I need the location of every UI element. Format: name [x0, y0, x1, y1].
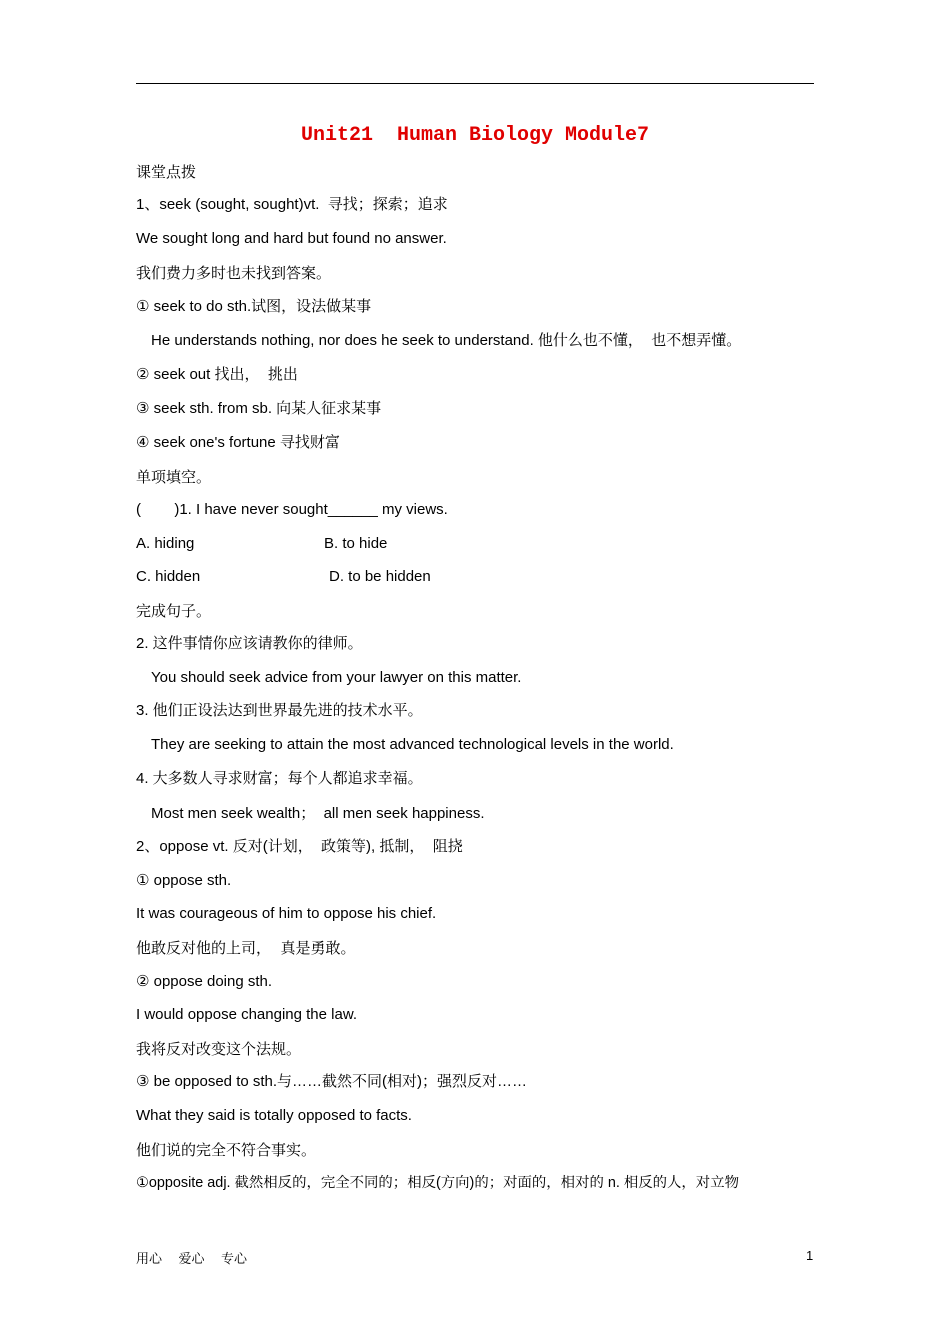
example-translation: 他敢反对他的上司， 真是勇敢。	[136, 939, 356, 957]
header-rule	[136, 83, 814, 84]
example-sentence: What they said is totally opposed to facts.	[136, 1107, 412, 1124]
exercise-answer: Most men seek wealth； all men seek happiness.	[151, 805, 485, 822]
section-heading-lesson-tips: 课堂点拨	[136, 163, 197, 181]
exercise-heading-complete-sentences: 完成句子。	[136, 602, 212, 620]
exercise-item: 3. 他们正设法达到世界最先进的技术水平。	[136, 702, 423, 719]
usage-item: ② oppose doing sth.	[136, 973, 273, 990]
usage-item: ④ seek one's fortune 寻找财富	[136, 434, 340, 451]
exercise-item: 2. 这件事情你应该请教你的律师。	[136, 635, 363, 652]
usage-item: ② seek out 找出， 挑出	[136, 366, 298, 383]
entry-opposite-heading: ①opposite adj. 截然相反的，完全不同的；相反(方向)的；对面的，相对的 n. 相反的人，对立物	[136, 1175, 739, 1191]
entry-oppose-heading: 2、oppose vt. 反对(计划， 政策等), 抵制， 阻挠	[136, 838, 463, 855]
exercise-item: 4. 大多数人寻求财富；每个人都追求幸福。	[136, 770, 423, 787]
page-number: 1	[806, 1248, 814, 1263]
example-translation: 我们费力多时也未找到答案。	[136, 264, 332, 282]
example-sentence: It was courageous of him to oppose his chief.	[136, 905, 437, 922]
example-sentence: I would oppose changing the law.	[136, 1006, 357, 1023]
entry-seek-heading: 1、seek (sought, sought)vt. 寻找；探索；追求	[136, 196, 448, 213]
example-sentence: He understands nothing, nor does he seek to understand. 他什么也不懂， 也不想弄懂。	[151, 332, 742, 349]
exercise-question: ( )1. I have never sought______ my views.	[136, 501, 448, 518]
example-translation: 他们说的完全不符合事实。	[136, 1141, 317, 1159]
usage-item: ① seek to do sth.试图，设法做某事	[136, 298, 372, 315]
exercise-heading-single-choice: 单项填空。	[136, 468, 212, 486]
usage-item: ③ be opposed to sth.与……截然不同(相对)；强烈反对……	[136, 1073, 528, 1090]
footer-motto: 用心 爱心 专心	[136, 1252, 248, 1267]
option-b: B. to hide	[324, 535, 388, 552]
example-sentence: We sought long and hard but found no answer.	[136, 230, 447, 247]
usage-item: ③ seek sth. from sb. 向某人征求某事	[136, 400, 382, 417]
example-translation: 我将反对改变这个法规。	[136, 1040, 302, 1058]
page-title: Unit21 Human Biology Module7	[300, 124, 650, 147]
option-d: D. to be hidden	[329, 568, 431, 585]
option-c: C. hidden	[136, 568, 201, 585]
usage-item: ① oppose sth.	[136, 872, 232, 889]
option-a: A. hiding	[136, 535, 195, 552]
exercise-answer: They are seeking to attain the most advanced technological levels in the world.	[151, 736, 674, 753]
exercise-answer: You should seek advice from your lawyer on this matter.	[151, 669, 522, 686]
